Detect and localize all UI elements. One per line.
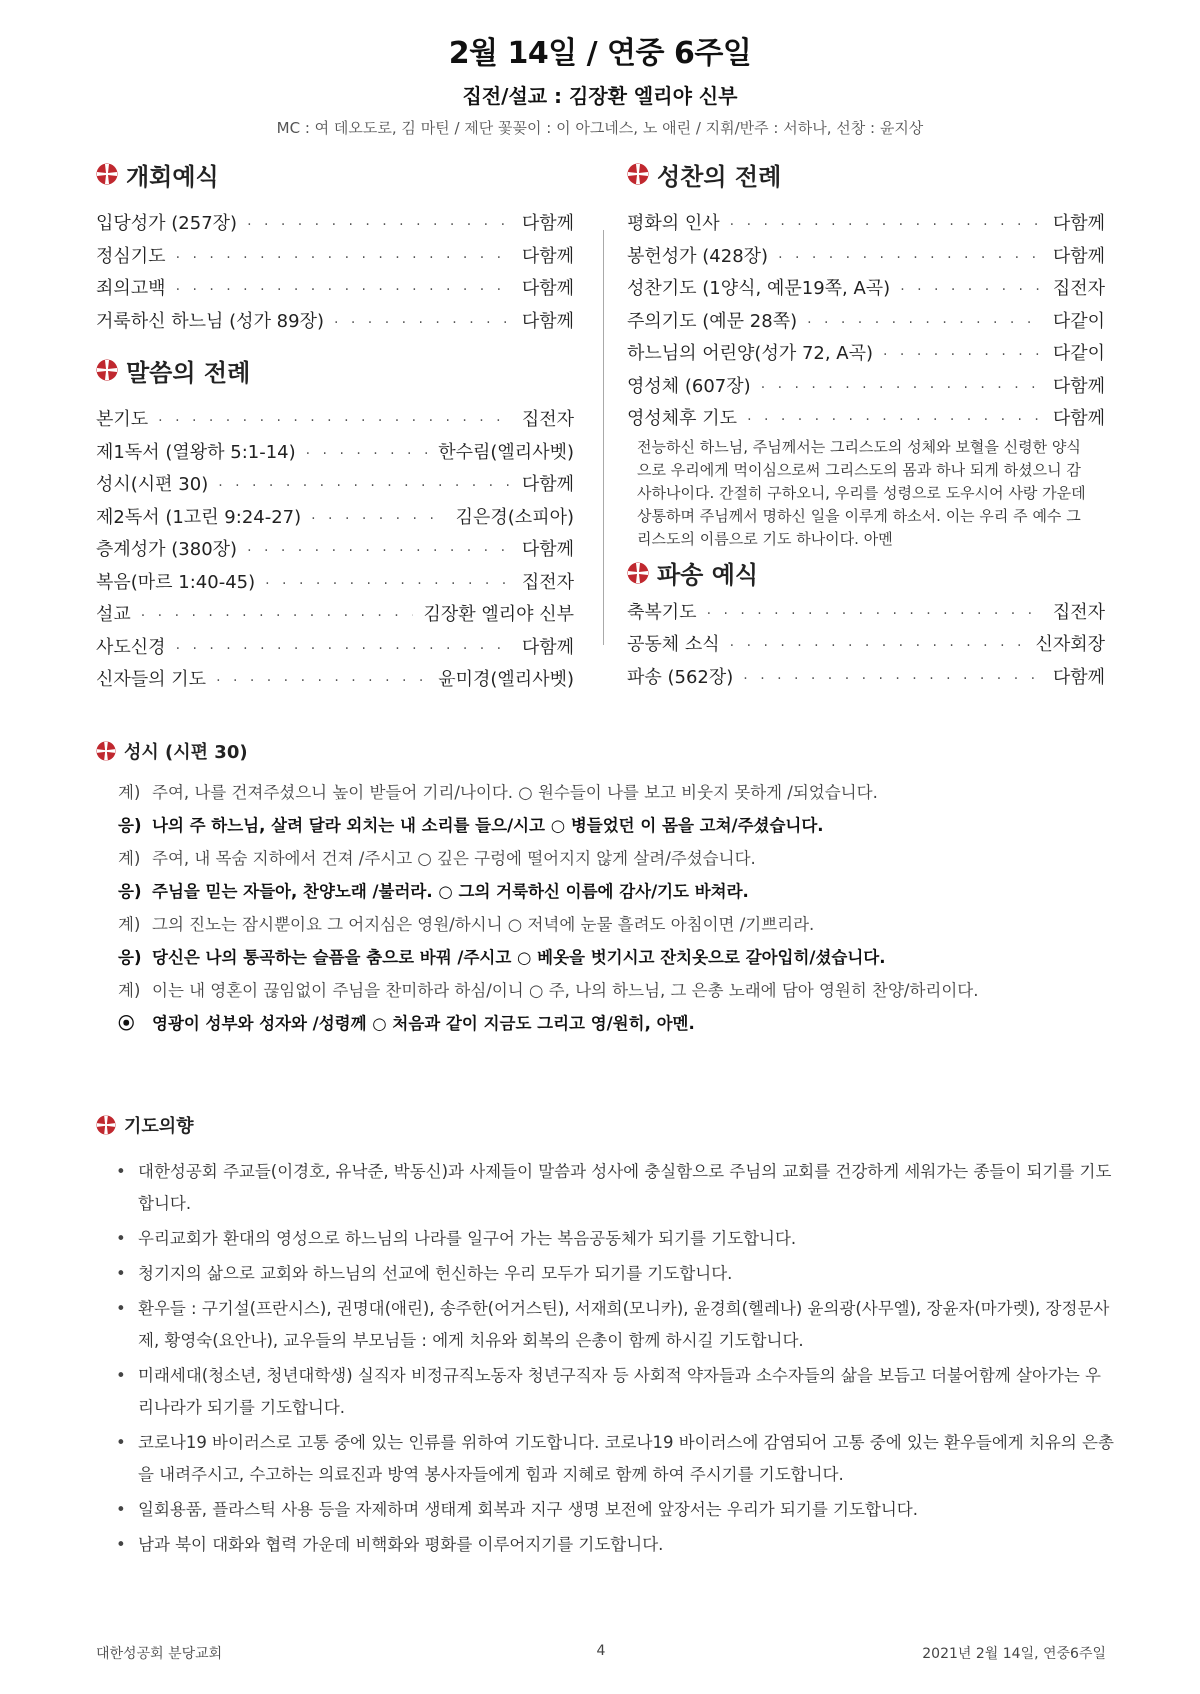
item-name: 제1독서 (열왕하 5:1-14) bbox=[96, 441, 296, 463]
item-leader: 다함께 bbox=[521, 278, 574, 299]
list-item: • 일회용품, 플라스틱 사용 등을 자제하며 생태계 회복과 지구 생명 보전에 앞장서는 우리가 되기를 기도합니다. bbox=[96, 1494, 1116, 1526]
psalm-lead: 계) bbox=[118, 849, 141, 868]
item-leader: 다함께 bbox=[521, 310, 574, 332]
item-leader: 다함께 bbox=[521, 213, 574, 234]
item-leader: 신자회장 bbox=[1035, 634, 1105, 655]
leader-dots bbox=[807, 307, 1043, 340]
item-name: 성시(시편 30) bbox=[96, 474, 209, 495]
item-leader: 다함께 bbox=[1052, 375, 1105, 397]
psalm-text: 당신은 나의 통곡하는 슬픔을 춤으로 바꿔 /주시고 ○ 베옷을 벗기시고 잔치옷으로 갈아입히/셨습니다. bbox=[152, 948, 886, 967]
psalm-text: 영광이 성부와 성자와 /성령께 ○ 처음과 같이 지금도 그리고 영/원히, 아멘. bbox=[152, 1014, 695, 1033]
order-item bbox=[96, 208, 574, 241]
leader-dots bbox=[247, 209, 512, 242]
column-divider bbox=[603, 230, 604, 645]
footer-date: 2021년 2월 14일, 연중6주일 bbox=[922, 1646, 1106, 1662]
item-name: 본기도 bbox=[96, 409, 149, 430]
list-item: • 남과 북이 대화와 협력 가운데 비핵화와 평화를 이루어지기를 기도합니다. bbox=[96, 1529, 1116, 1561]
item-leader: 다같이 bbox=[1052, 310, 1105, 332]
leader-dots bbox=[743, 663, 1043, 696]
order-item bbox=[627, 338, 1105, 371]
item-leader: 다함께 bbox=[1052, 245, 1105, 267]
item-name: 죄의고백 bbox=[96, 278, 166, 299]
section-title-text: 성시 (시편 30) bbox=[124, 742, 248, 763]
item-name: 신자들의 기도 bbox=[96, 669, 207, 690]
cross-icon bbox=[627, 163, 649, 185]
item-leader: 집전자 bbox=[521, 409, 574, 430]
leader-dots bbox=[883, 339, 1043, 372]
order-item bbox=[96, 437, 574, 470]
section-title-text: 말씀의 전례 bbox=[126, 358, 251, 387]
cross-icon bbox=[96, 359, 118, 381]
section-title-text: 성찬의 전례 bbox=[657, 162, 782, 191]
psalm-line bbox=[96, 809, 1106, 842]
word-list bbox=[96, 404, 574, 697]
item-name: 거룩하신 하느님 (성가 89장) bbox=[96, 310, 324, 332]
psalm-line bbox=[96, 776, 1106, 809]
cross-icon bbox=[627, 562, 649, 584]
item-leader: 집전자 bbox=[521, 571, 574, 593]
psalm-lead: 응) bbox=[118, 882, 142, 901]
item-name: 하느님의 어린양(성가 72, A곡) bbox=[627, 343, 874, 364]
item-name: 정심기도 bbox=[96, 245, 166, 267]
cross-icon bbox=[96, 163, 118, 185]
item-name: 파송 (562장) bbox=[627, 666, 734, 688]
item-name: 영성체후 기도 bbox=[627, 408, 738, 429]
eucharist-list bbox=[627, 208, 1105, 436]
item-leader: 김장환 엘리야 신부 bbox=[423, 604, 574, 625]
leader-dots bbox=[216, 665, 428, 698]
psalm-text: 그의 진노는 잠시뿐이요 그 어지심은 영원/하시니 ○ 저녁에 눈물 흘려도 아침이면 /기쁘리라. bbox=[152, 915, 815, 934]
item-name: 층계성가 (380장) bbox=[96, 539, 238, 560]
psalm-lines bbox=[96, 776, 1106, 1040]
leader-dots bbox=[900, 274, 1043, 307]
right-column bbox=[627, 158, 1105, 694]
cross-icon bbox=[96, 741, 116, 761]
leader-dots bbox=[306, 438, 429, 471]
order-item bbox=[96, 632, 574, 665]
order-item bbox=[627, 371, 1105, 404]
item-name: 봉헌성가 (428장) bbox=[627, 245, 769, 267]
order-item bbox=[96, 534, 574, 567]
left-column bbox=[96, 158, 574, 697]
item-name: 입당성가 (257장) bbox=[96, 213, 238, 234]
section-title-text: 기도의향 bbox=[124, 1116, 194, 1137]
item-name: 주의기도 (예문 28쪽) bbox=[627, 310, 798, 332]
item-name: 성찬기도 (1양식, 예문19쪽, A곡) bbox=[627, 278, 891, 299]
order-item bbox=[627, 208, 1105, 241]
psalm-line bbox=[96, 908, 1106, 941]
list-item: • 청기지의 삶으로 교회와 하느님의 선교에 헌신하는 우리 모두가 되기를 기도합니다. bbox=[96, 1258, 1116, 1290]
item-leader: 다함께 bbox=[521, 474, 574, 495]
psalm-text: 나의 주 하느님, 살려 달라 외치는 내 소리를 들으/시고 ○ 병들었던 이 몸을 고쳐/주셨습니다. bbox=[152, 816, 824, 835]
celebrant-line: 집전/설교 : 김장환 엘리야 신부 bbox=[462, 84, 738, 108]
order-item bbox=[96, 469, 574, 502]
footer-church: 대한성공회 분당교회 bbox=[96, 1646, 223, 1662]
post-communion-prayer: 전능하신 하느님, 주님께서는 그리스도의 성체와 보혈을 신령한 양식으로 우리에게 먹이심으로써 그리스도의 몸과 하나 되게 하셨으니 감사하나이다. 간절히 구하오니, 우리를 성령으로 도우시어 사랑 가운데 상통하며 주님께서 명하신 일을 이루게 하소서. 이는 우리 주 예수 그리스도의 이름으로 기도 하나이다. 아멘 bbox=[637, 437, 1086, 548]
leader-dots bbox=[778, 242, 1043, 275]
order-item bbox=[96, 273, 574, 306]
psalm-text: 이는 내 영혼이 끊임없이 주님을 찬미하라 하심/이니 ○ 주, 나의 하느님, 그 은총 노래에 담아 영원히 찬양/하리이다. bbox=[152, 981, 979, 1000]
psalm-section bbox=[96, 738, 1106, 1040]
order-item bbox=[96, 664, 574, 697]
order-item bbox=[96, 241, 574, 274]
list-item: • 우리교회가 환대의 영성으로 하느님의 나라를 일구어 가는 복음공동체가 되기를 기도합니다. bbox=[96, 1223, 1116, 1255]
leader-dots bbox=[247, 535, 512, 568]
psalm-title bbox=[96, 738, 1106, 764]
order-item bbox=[96, 404, 574, 437]
intentions-section bbox=[96, 1112, 1116, 1564]
item-leader: 김은경(소피아) bbox=[455, 506, 574, 528]
order-item bbox=[96, 502, 574, 535]
item-name: 제2독서 (1고린 9:24-27) bbox=[96, 506, 302, 528]
leader-dots bbox=[730, 209, 1043, 242]
list-item: • 미래세대(청소년, 청년대학생) 실직자 비정규직노동자 청년구직자 등 사회적 약자들과 소수자들의 삶을 보듬고 더불어함께 살아가는 우리나라가 되기를 기도합니다. bbox=[96, 1360, 1116, 1424]
list-item: • 대한성공회 주교들(이경호, 유낙준, 박동신)과 사제들이 말씀과 성사에 충실함으로 주님의 교회를 건강하게 세워가는 종들이 되기를 기도합니다. bbox=[96, 1156, 1116, 1220]
item-leader: 다함께 bbox=[1052, 408, 1105, 429]
list-item: • 환우들 : 구기설(프란시스), 권명대(애린), 송주한(어거스틴), 서재희(모니카), 윤경희(헬레나) 윤의광(사무엘), 장윤자(마가렛), 장정문사제, 황영숙(요안나), 교우들의 부모님들 : 에게 치유와 회복의 은총이 함께 하시길 기도합니다. bbox=[96, 1293, 1116, 1357]
dismissal-list bbox=[627, 597, 1105, 695]
item-name: 설교 bbox=[96, 604, 131, 625]
leader-dots bbox=[747, 404, 1043, 437]
leader-dots bbox=[334, 307, 512, 340]
order-item bbox=[627, 273, 1105, 306]
bulletin-header bbox=[0, 28, 1200, 138]
item-leader: 다함께 bbox=[1052, 213, 1105, 234]
intentions-list bbox=[96, 1156, 1116, 1561]
leader-dots bbox=[218, 470, 512, 503]
page-number: 4 bbox=[596, 1643, 606, 1659]
item-leader: 집전자 bbox=[1052, 278, 1105, 299]
psalm-lead: 계) bbox=[118, 783, 141, 802]
staff-line: MC : 여 데오도로, 김 마틴 / 제단 꽃꽂이 : 이 아그네스, 노 애린 / 지휘/반주 : 서하나, 선창 : 윤지상 bbox=[276, 119, 924, 137]
psalm-lead: 계) bbox=[118, 981, 141, 1000]
item-name: 공동체 소식 bbox=[627, 634, 720, 655]
item-leader: 집전자 bbox=[1052, 601, 1105, 623]
item-name: 축복기도 bbox=[627, 601, 697, 623]
order-item bbox=[627, 403, 1105, 436]
psalm-line bbox=[96, 974, 1106, 1007]
item-leader: 다함께 bbox=[521, 636, 574, 658]
leader-dots bbox=[176, 633, 512, 666]
psalm-text: 주여, 내 목숨 지하에서 건져 /주시고 ○ 깊은 구렁에 떨어지지 않게 살려/주셨습니다. bbox=[152, 849, 756, 868]
opening-list bbox=[96, 208, 574, 338]
leader-dots bbox=[265, 568, 512, 601]
psalm-line bbox=[96, 875, 1106, 908]
psalm-line bbox=[96, 842, 1106, 875]
list-item: • 코로나19 바이러스로 고통 중에 있는 인류를 위하여 기도합니다. 코로나19 바이러스에 감염되어 고통 중에 있는 환우들에게 치유의 은총을 내려주시고, 수고하는 의료진과 방역 봉사자들에게 힘과 지혜로 함께 하여 주시기를 기도합니다. bbox=[96, 1427, 1116, 1491]
item-name: 영성체 (607장) bbox=[627, 375, 751, 397]
order-item bbox=[627, 629, 1105, 662]
section-opening-title bbox=[96, 158, 574, 190]
item-name: 복음(마르 1:40-45) bbox=[96, 571, 256, 593]
intentions-title bbox=[96, 1112, 1116, 1138]
psalm-text: 주님을 믿는 자들아, 찬양노래 /불러라. ○ 그의 거룩하신 이름에 감사/기도 바쳐라. bbox=[152, 882, 749, 901]
item-name: 평화의 인사 bbox=[627, 213, 720, 234]
leader-dots bbox=[311, 503, 445, 536]
psalm-text: 주여, 나를 건져주셨으니 높이 받들어 기리/나이다. ○ 원수들이 나를 보고 비웃지 못하게 /되었습니다. bbox=[152, 783, 878, 802]
item-leader: 다함께 bbox=[521, 539, 574, 560]
psalm-lead: 계) bbox=[118, 915, 141, 934]
order-item bbox=[96, 599, 574, 632]
leader-dots bbox=[730, 630, 1026, 663]
cross-icon bbox=[96, 1115, 116, 1135]
item-leader: 다함께 bbox=[1052, 666, 1105, 688]
leader-dots bbox=[176, 242, 512, 275]
psalm-lead: 응) bbox=[118, 948, 142, 967]
section-eucharist-title bbox=[627, 158, 1105, 190]
leader-dots bbox=[141, 600, 414, 633]
section-dismissal-title bbox=[627, 557, 1105, 589]
psalm-line-gloria bbox=[96, 1007, 1106, 1040]
order-item bbox=[627, 662, 1105, 695]
section-title-text: 개회예식 bbox=[126, 162, 219, 191]
section-word-title bbox=[96, 354, 574, 386]
order-item bbox=[627, 597, 1105, 630]
leader-dots bbox=[707, 598, 1043, 631]
order-item bbox=[627, 306, 1105, 339]
psalm-line bbox=[96, 941, 1106, 974]
order-item bbox=[627, 241, 1105, 274]
section-title-text: 파송 예식 bbox=[657, 561, 759, 589]
page-title: 2월 14일 / 연중 6주일 bbox=[448, 36, 752, 71]
gloria-icon: ⦿ bbox=[118, 1014, 135, 1033]
item-leader: 다함께 bbox=[521, 245, 574, 267]
leader-dots bbox=[176, 274, 512, 307]
order-item bbox=[96, 567, 574, 600]
item-leader: 한수림(엘리사벳) bbox=[438, 441, 574, 463]
leader-dots bbox=[158, 405, 512, 438]
item-leader: 다같이 bbox=[1052, 343, 1105, 364]
psalm-lead: 응) bbox=[118, 816, 142, 835]
order-item bbox=[96, 306, 574, 339]
item-leader: 윤미경(엘리사벳) bbox=[438, 669, 574, 690]
leader-dots bbox=[761, 372, 1043, 405]
item-name: 사도신경 bbox=[96, 636, 166, 658]
